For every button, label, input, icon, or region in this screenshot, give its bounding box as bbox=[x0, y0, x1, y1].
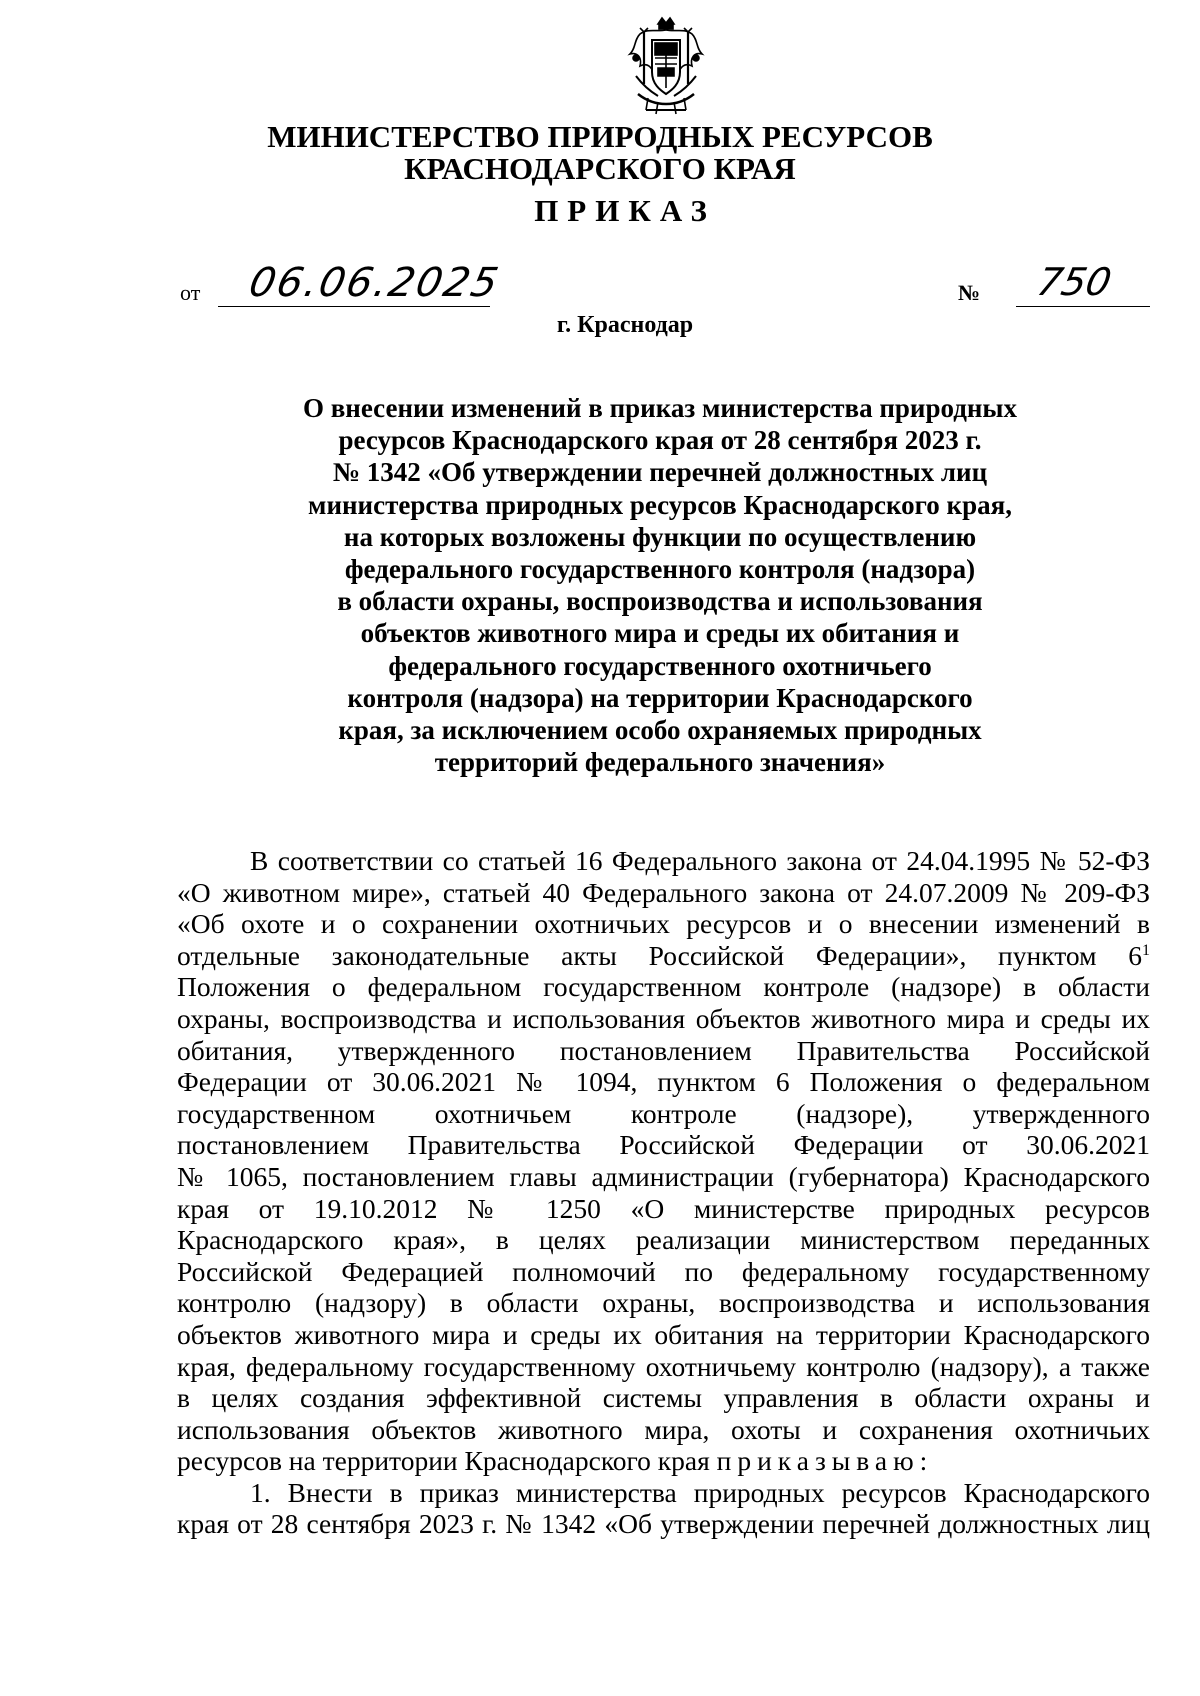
subject-line: ресурсов Краснодарского края от 28 сентября 2023 г. bbox=[338, 425, 982, 456]
document-type-title: ПРИКАЗ bbox=[534, 193, 716, 228]
handwritten-number: 750 bbox=[1033, 260, 1116, 304]
body-line: государственном охотничьем контроле (надзоре), утвержденного bbox=[177, 1097, 1150, 1129]
subject-line: федерального государственного контроля (надзора) bbox=[344, 554, 976, 585]
coat-of-arms-emblem bbox=[618, 14, 714, 118]
superscript: 1 bbox=[1142, 941, 1150, 959]
number-label: № bbox=[958, 280, 981, 305]
subject-line: края, за исключением особо охраняемых природных bbox=[338, 715, 982, 746]
subject-line: федерального государственного охотничьего bbox=[388, 650, 932, 681]
subject-line: контроля (надзора) на территории Краснодарского bbox=[347, 682, 973, 713]
body-line: объектов животного мира и среды их обитания на территории Краснодарского bbox=[177, 1318, 1150, 1350]
body-line: края от 19.10.2012 № 1250 «О министерстве природных ресурсов bbox=[177, 1192, 1150, 1224]
handwritten-date: 06.06.2025 bbox=[245, 260, 504, 306]
body-line: использования объектов животного мира, охоты и сохранения охотничьих bbox=[177, 1413, 1150, 1445]
body-line: в целях создания эффективной системы управления в области охраны и bbox=[177, 1382, 1150, 1414]
body-line: края от 28 сентября 2023 г. № 1342 «Об утверждении перечней должностных лиц bbox=[177, 1508, 1150, 1540]
body-line-text: отдельные законодательные акты Российской Федерации», пунктом 6 bbox=[177, 939, 1142, 971]
body-line: 1. Внести в приказ министерства природных ресурсов Краснодарского bbox=[250, 1476, 1150, 1508]
body-line: В соответствии со статьей 16 Федерального закона от 24.04.1995 № 52-ФЗ bbox=[250, 845, 1150, 876]
body-line: Российской Федерацией полномочий по федеральному государственному bbox=[177, 1255, 1150, 1287]
date-underline bbox=[218, 306, 490, 307]
body-line: «Об охоте и о сохранении охотничьих ресурсов и о внесении изменений в bbox=[177, 908, 1150, 940]
subject-line: О внесении изменений в приказ министерства природных bbox=[302, 393, 1018, 423]
ministry-name-line1: МИНИСТЕРСТВО ПРИРОДНЫХ РЕСУРСОВ bbox=[267, 119, 933, 154]
subject-line: объектов животного мира и среды их обитания и bbox=[360, 618, 960, 649]
body-line: Положения о федеральном государственном контроле (надзоре) в области bbox=[177, 971, 1150, 1003]
subject-line: территорий федерального значения» bbox=[434, 747, 886, 778]
date-label: от bbox=[180, 280, 201, 305]
body-line: № 1065, постановлением главы администрации (губернатора) Краснодарского bbox=[177, 1160, 1150, 1192]
number-underline bbox=[1016, 306, 1150, 307]
body-line: края, федеральному государственному охотничьему контролю (надзору), а также bbox=[177, 1350, 1150, 1382]
body-line: Федерации от 30.06.2021 № 1094, пунктом 6 Положения о федеральном bbox=[177, 1066, 1150, 1098]
order-keyword: приказываю: bbox=[716, 1445, 934, 1477]
subject-line: в области охраны, воспроизводства и использования bbox=[337, 586, 983, 617]
body-line: обитания, утвержденного постановлением Правительства Российской bbox=[177, 1034, 1150, 1066]
body-line: Краснодарского края», в целях реализации министерством переданных bbox=[177, 1224, 1150, 1256]
date-number-row bbox=[180, 260, 1150, 316]
order-subject bbox=[230, 392, 1090, 778]
subject-line: на которых возложены функции по осуществлению bbox=[343, 521, 977, 552]
body-line: «О животном мире», статьей 40 Федерального закона от 24.07.2009 № 209-ФЗ bbox=[177, 876, 1150, 908]
city-name: г. Краснодар bbox=[556, 312, 694, 338]
body-line-text: ресурсов на территории Краснодарского края bbox=[177, 1445, 710, 1477]
body-line bbox=[177, 1445, 1150, 1477]
body-line: постановлением Правительства Российской Федерации от 30.06.2021 bbox=[177, 1129, 1150, 1161]
ministry-name-line2: КРАСНОДАРСКОГО КРАЯ bbox=[404, 151, 796, 186]
subject-line: министерства природных ресурсов Краснодарского края, bbox=[308, 489, 1012, 520]
body-line: контролю (надзору) в области охраны, воспроизводства и использования bbox=[177, 1287, 1150, 1319]
body-line: охраны, воспроизводства и использования объектов животного мира и среды их bbox=[177, 1002, 1150, 1034]
body-line bbox=[177, 940, 1150, 972]
order-body bbox=[177, 845, 1150, 1540]
subject-line: № 1342 «Об утверждении перечней должностных лиц bbox=[332, 457, 988, 488]
